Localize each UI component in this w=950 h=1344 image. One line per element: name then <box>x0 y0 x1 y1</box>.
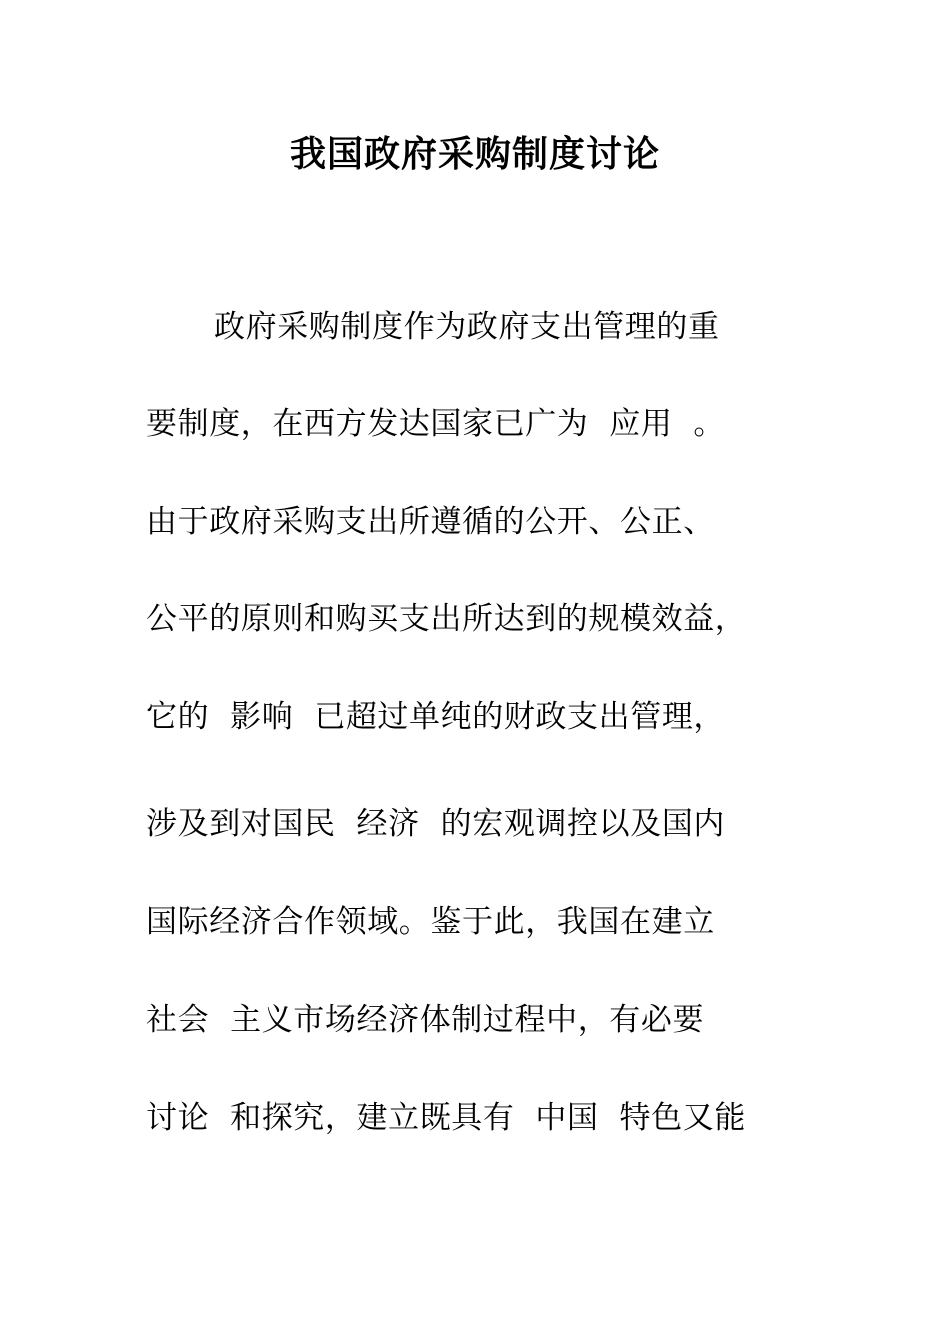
paragraph-line-5: 它的 影响 已超过单纯的财政支出管理， <box>146 699 726 735</box>
paragraph-line-4: 公平的原则和购买支出所达到的规模效益， <box>146 601 747 637</box>
paragraph-line-8: 社会 主义市场经济体制过程中，有必要 <box>146 1002 705 1038</box>
document-title: 我国政府采购制度讨论 <box>289 133 660 175</box>
paragraph-line-7: 国际经济合作领域。鉴于此，我国在建立 <box>146 904 715 940</box>
paragraph-line-9: 讨论 和探究，建立既具有 中国 特色又能 <box>146 1100 746 1136</box>
paragraph-line-3: 由于政府采购支出所遵循的公开、公正、 <box>146 504 715 540</box>
paragraph-line-1: 政府采购制度作为政府支出管理的重 <box>214 309 720 345</box>
paragraph-line-2: 要制度，在西方发达国家已广为 应用 。 <box>146 406 726 442</box>
paragraph-line-6: 涉及到对国民 经济 的宏观调控以及国内 <box>146 806 726 842</box>
